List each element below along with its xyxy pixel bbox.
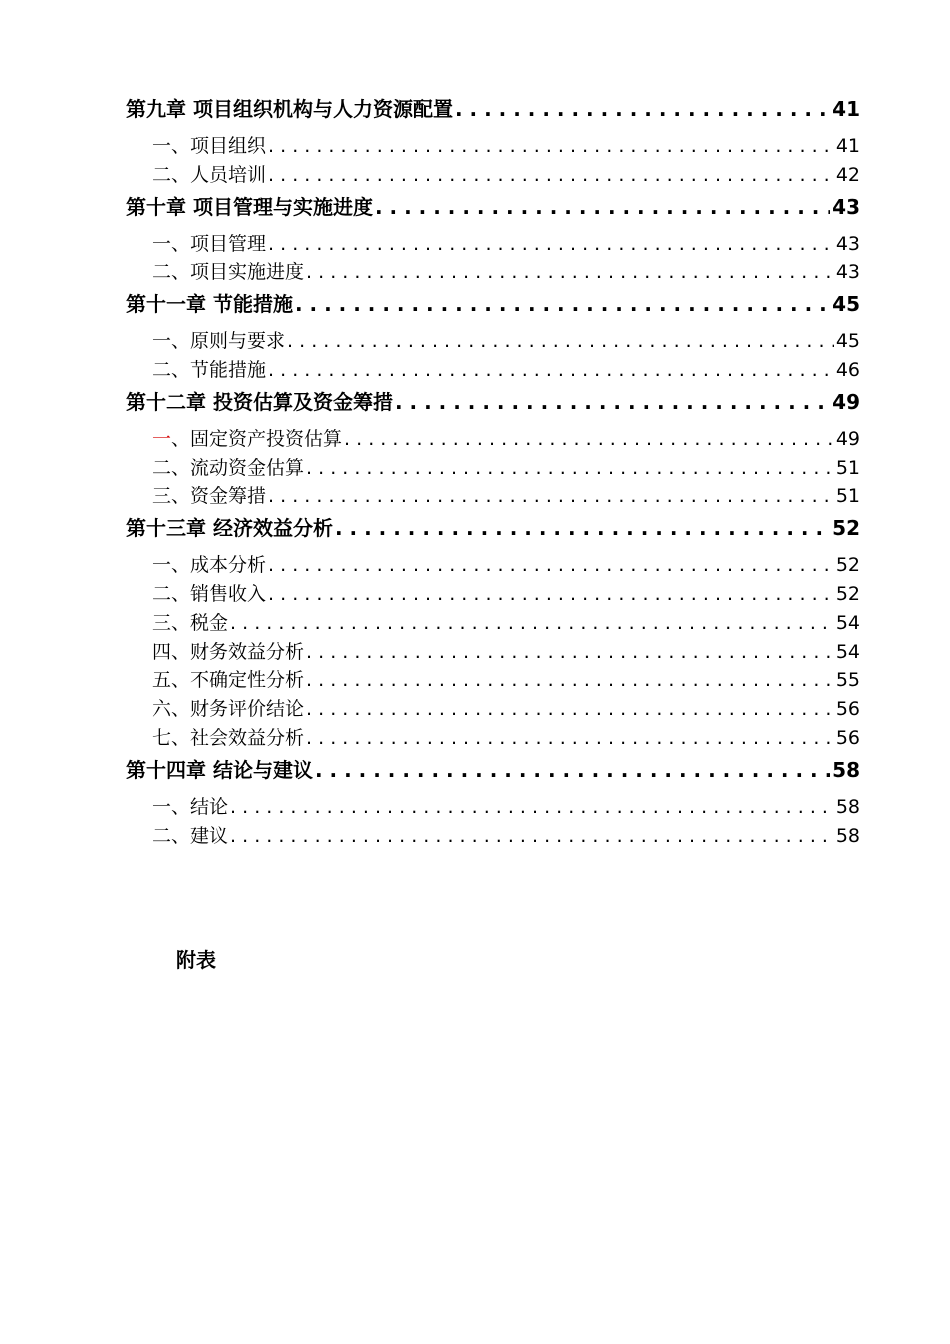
dot-leader [455, 92, 830, 126]
section-title [152, 695, 304, 724]
page-number: 52 [835, 554, 860, 577]
section-title [152, 230, 266, 259]
section-text: 流动资金估算 [190, 456, 305, 479]
page-number: 51 [835, 456, 860, 479]
dot-leader [315, 753, 830, 787]
section-title [152, 161, 266, 190]
section-text: 人员培训 [190, 163, 267, 186]
section-title [152, 822, 228, 851]
section-number: 二、 [152, 824, 191, 847]
section-text: 固定资产投资估算 [190, 427, 343, 450]
section-title [152, 609, 228, 638]
section-number: 三、 [152, 485, 191, 508]
toc-chapter-entry[interactable] [126, 385, 860, 425]
section-title [152, 132, 266, 161]
dot-leader [306, 258, 834, 287]
dot-leader [287, 327, 834, 356]
section-text: 财务评价结论 [190, 698, 305, 721]
section-number: 五、 [152, 669, 191, 692]
toc-section-entry[interactable] [126, 551, 860, 580]
table-of-contents [126, 92, 860, 850]
toc-section-entry[interactable] [126, 356, 860, 385]
section-number: 二、 [152, 358, 191, 381]
toc-section-entry[interactable] [126, 793, 860, 822]
chapter-title: 第九章 项目组织机构与人力资源配置 [126, 97, 453, 121]
toc-section-entry[interactable] [126, 695, 860, 724]
page-number: 58 [835, 795, 860, 818]
toc-section-entry[interactable] [126, 666, 860, 695]
page-number: 43 [835, 261, 860, 284]
section-text: 项目组织 [190, 135, 267, 157]
section-text: 社会效益分析 [190, 726, 305, 749]
page-number: 41 [835, 135, 860, 157]
dot-leader [268, 356, 834, 385]
toc-section-entry[interactable] [126, 132, 860, 161]
dot-leader [395, 385, 830, 419]
page-number: 58 [832, 757, 860, 782]
chapter-title: 第十四章 结论与建议 [126, 757, 313, 782]
dot-leader [268, 132, 834, 161]
dot-leader [306, 724, 834, 753]
section-number: 一 [152, 427, 172, 450]
toc-section-entry[interactable] [126, 638, 860, 667]
dot-leader [375, 190, 830, 224]
section-number: 四、 [152, 640, 191, 663]
section-title [152, 580, 266, 609]
section-number: 一、 [152, 232, 191, 255]
section-text: 销售收入 [190, 582, 267, 605]
section-text: 节能措施 [190, 358, 267, 381]
section-title [152, 327, 285, 356]
page-number: 45 [832, 292, 860, 317]
dot-leader [295, 287, 830, 321]
section-title [152, 454, 304, 483]
section-text: 资金筹措 [190, 485, 267, 508]
page-number: 49 [835, 427, 860, 450]
section-title [152, 356, 266, 385]
chapter-title: 第十三章 经济效益分析 [126, 516, 333, 541]
section-text: 不确定性分析 [190, 669, 305, 692]
toc-chapter-entry[interactable] [126, 92, 860, 132]
section-title [152, 551, 266, 580]
dot-leader [306, 454, 834, 483]
toc-section-entry[interactable] [126, 161, 860, 190]
dot-leader [268, 580, 834, 609]
section-title [152, 482, 266, 511]
page-number: 43 [832, 194, 860, 219]
section-text: 原则与要求 [190, 330, 286, 353]
appendix-heading: 附表 [176, 948, 216, 972]
section-text: 结论 [190, 795, 229, 818]
section-title [152, 425, 342, 454]
toc-chapter-entry[interactable] [126, 190, 860, 230]
dot-leader [335, 511, 830, 545]
page-number: 43 [835, 232, 860, 255]
section-title [152, 638, 304, 667]
dot-leader [306, 638, 834, 667]
section-number: 一、 [152, 554, 191, 577]
section-title [152, 258, 304, 287]
toc-section-entry[interactable] [126, 822, 860, 851]
dot-leader [344, 425, 834, 454]
toc-section-entry[interactable] [126, 425, 860, 454]
toc-section-entry[interactable] [126, 258, 860, 287]
page-number: 55 [835, 669, 860, 692]
page-number: 54 [835, 640, 860, 663]
chapter-title: 第十章 项目管理与实施进度 [126, 194, 373, 219]
toc-section-entry[interactable] [126, 580, 860, 609]
page-number: 42 [835, 163, 860, 186]
section-text: 税金 [190, 611, 229, 634]
page-number: 52 [832, 516, 860, 541]
section-text: 项目实施进度 [190, 261, 305, 284]
dot-leader [268, 230, 834, 259]
section-number: 二、 [152, 163, 191, 186]
toc-chapter-entry[interactable] [126, 753, 860, 793]
dot-leader [306, 666, 834, 695]
section-text: 项目管理 [190, 232, 267, 255]
section-title [152, 666, 304, 695]
section-text: 财务效益分析 [190, 640, 305, 663]
page-number: 56 [835, 726, 860, 749]
toc-section-entry[interactable] [126, 724, 860, 753]
page-number: 51 [835, 485, 860, 508]
toc-section-entry[interactable] [126, 230, 860, 259]
page-number: 56 [835, 698, 860, 721]
page-number: 52 [835, 582, 860, 605]
section-number: 二、 [152, 261, 191, 284]
toc-section-entry[interactable] [126, 454, 860, 483]
section-number: 一、 [152, 135, 191, 157]
toc-section-entry[interactable] [126, 482, 860, 511]
page-number: 58 [835, 824, 860, 847]
section-number: 一、 [152, 795, 191, 818]
page-number: 54 [835, 611, 860, 634]
section-number: 六、 [152, 698, 191, 721]
section-number: 二、 [152, 582, 191, 605]
section-text: 成本分析 [190, 554, 267, 577]
toc-chapter-entry[interactable] [126, 511, 860, 551]
section-number: 一、 [152, 330, 191, 353]
dot-leader [306, 695, 834, 724]
section-number: 二、 [152, 456, 191, 479]
section-title [152, 724, 304, 753]
dot-leader [268, 161, 834, 190]
section-title [152, 793, 228, 822]
page-number: 41 [832, 97, 860, 121]
dot-leader [268, 482, 834, 511]
page-number: 46 [835, 358, 860, 381]
dot-leader [268, 551, 834, 580]
dot-leader [230, 822, 834, 851]
page-number: 49 [832, 389, 860, 414]
toc-section-entry[interactable] [126, 327, 860, 356]
dot-leader [230, 609, 834, 638]
toc-section-entry[interactable] [126, 609, 860, 638]
toc-chapter-entry[interactable] [126, 287, 860, 327]
section-text: 建议 [190, 824, 229, 847]
dot-leader [230, 793, 834, 822]
section-number: 三、 [152, 611, 191, 634]
chapter-title: 第十一章 节能措施 [126, 292, 293, 317]
page-number: 45 [835, 330, 860, 353]
chapter-title: 第十二章 投资估算及资金筹措 [126, 389, 393, 414]
section-number: 七、 [152, 726, 191, 749]
section-number-separator: 、 [171, 427, 191, 450]
